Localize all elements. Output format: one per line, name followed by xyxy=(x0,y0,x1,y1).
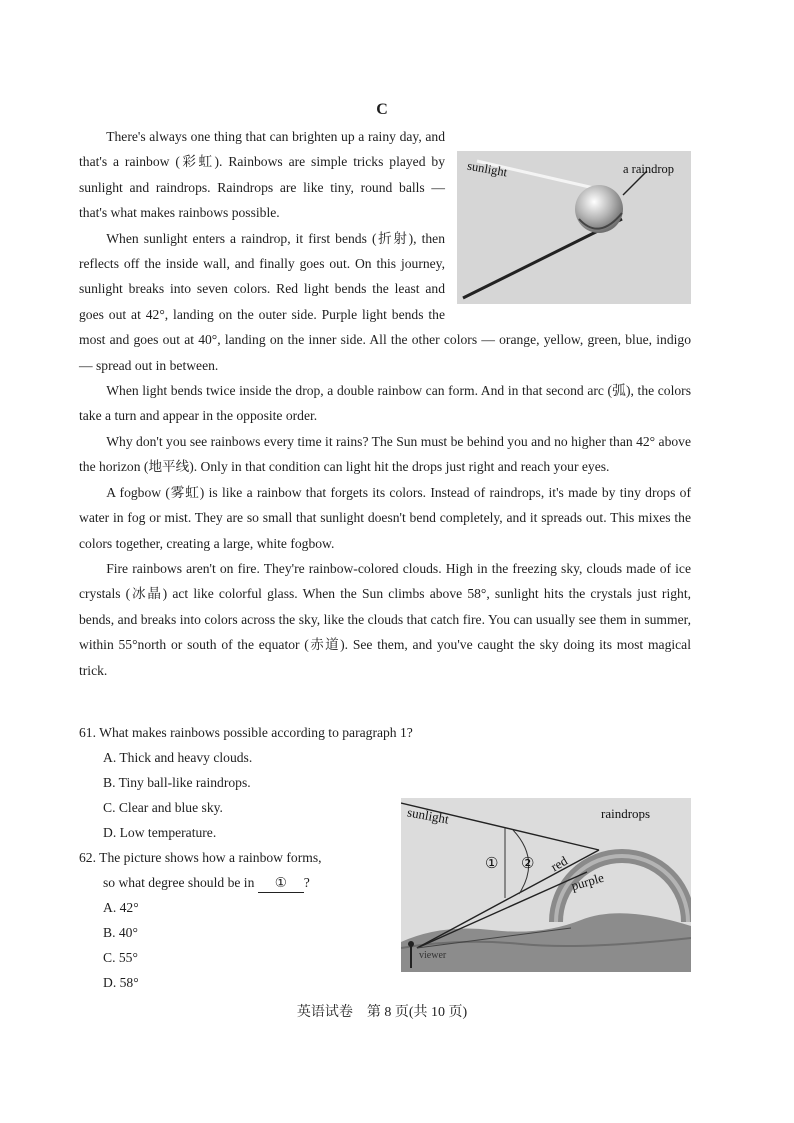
question-62-option-d[interactable]: D. 58° xyxy=(103,975,139,990)
raindrop-label: a raindrop xyxy=(623,162,675,176)
viewer-label: viewer xyxy=(419,950,447,961)
diagram-raindrops-label: raindrops xyxy=(601,806,651,821)
paragraph-6: Fire rainbows aren't on fire. They're rainbow-colored clouds. High in the freezing sky, clouds made of ice crystals (冰晶) act like colorful glass. When the Sun climbs above 58°, sunlight hits the crystals just right, bends, and breaks into colors across the sky, like the clouds that catch fire. You can usually see them in summer, within 55°north or south of the equator (赤道). See them, and you've caught the sky doing its most magical trick. xyxy=(79,560,691,678)
answer-blank[interactable]: ① xyxy=(258,874,304,893)
section-letter: C xyxy=(376,101,388,118)
question-62-stem-text: so what degree should be in xyxy=(103,875,255,890)
reading-passage xyxy=(79,124,691,683)
page-footer: 英语试卷 第 8 页(共 10 页) xyxy=(296,1005,468,1020)
paragraph-5: A fogbow (雾虹) is like a rainbow that forgets its colors. Instead of raindrops, it's made by tiny drops of water in fog or mist. They are so small that sunlight doesn't bend completely, and it spreads out. This mixes the colors together, creating a large, white fogbow. xyxy=(79,484,691,551)
raindrop-figure xyxy=(457,151,691,304)
angle-1-label: ① xyxy=(485,856,499,872)
question-61-stem: 61. What makes rainbows possible according to paragraph 1? xyxy=(79,725,413,740)
paragraph-3: When light bends twice inside the drop, a double rainbow can form. And in that second arc (弧), the colors take a turn and appear in the opposite order. xyxy=(79,383,691,424)
question-61-option-d[interactable]: D. Low temperature. xyxy=(103,825,217,840)
purple-label: purple xyxy=(569,869,606,894)
question-61-option-c[interactable]: C. Clear and blue sky. xyxy=(103,800,223,815)
question-61-option-b[interactable]: B. Tiny ball-like raindrops. xyxy=(103,775,251,790)
question-mark: ? xyxy=(303,875,310,890)
sunlight-label: sunlight xyxy=(466,158,509,180)
red-label: red xyxy=(548,852,570,875)
question-62-option-a[interactable]: A. 42° xyxy=(103,900,139,915)
rainbow-diagram xyxy=(401,798,691,972)
paragraph-4: Why don't you see rainbows every time it rains? The Sun must be behind you and no higher than 42° above the horizon (地平线). Only in that condition can light hit the drops just right and reach your eyes. xyxy=(79,433,691,475)
angle-2-label: ② xyxy=(521,856,535,872)
question-62-option-b[interactable]: B. 40° xyxy=(103,925,138,940)
paragraph-1: There's always one thing that can brighten up a rainy day, and that's a rainbow (彩虹). Rainbows are simple tricks played by sunlight and raindrops. Raindrops are like tiny, round balls — that's what makes rainbows possible. xyxy=(79,129,445,221)
paragraph-2: When sunlight enters a raindrop, it first bends (折射), then reflects off the inside wall, and finally goes out. On this journey, sunlight breaks into seven colors. Red light bends the least and goes out at 42°, landing on the outer side. Purple light bends the most and goes out at 40°, landing on the inner side. All the other colors — orange, yellow, green, blue, indigo — spread out in between. xyxy=(79,230,691,373)
question-61-option-a[interactable]: A. Thick and heavy clouds. xyxy=(103,750,253,765)
question-62-stem: 62. The picture shows how a rainbow forms, xyxy=(79,850,322,865)
diagram-sunlight-label: sunlight xyxy=(406,804,450,827)
question-62-option-c[interactable]: C. 55° xyxy=(103,950,138,965)
